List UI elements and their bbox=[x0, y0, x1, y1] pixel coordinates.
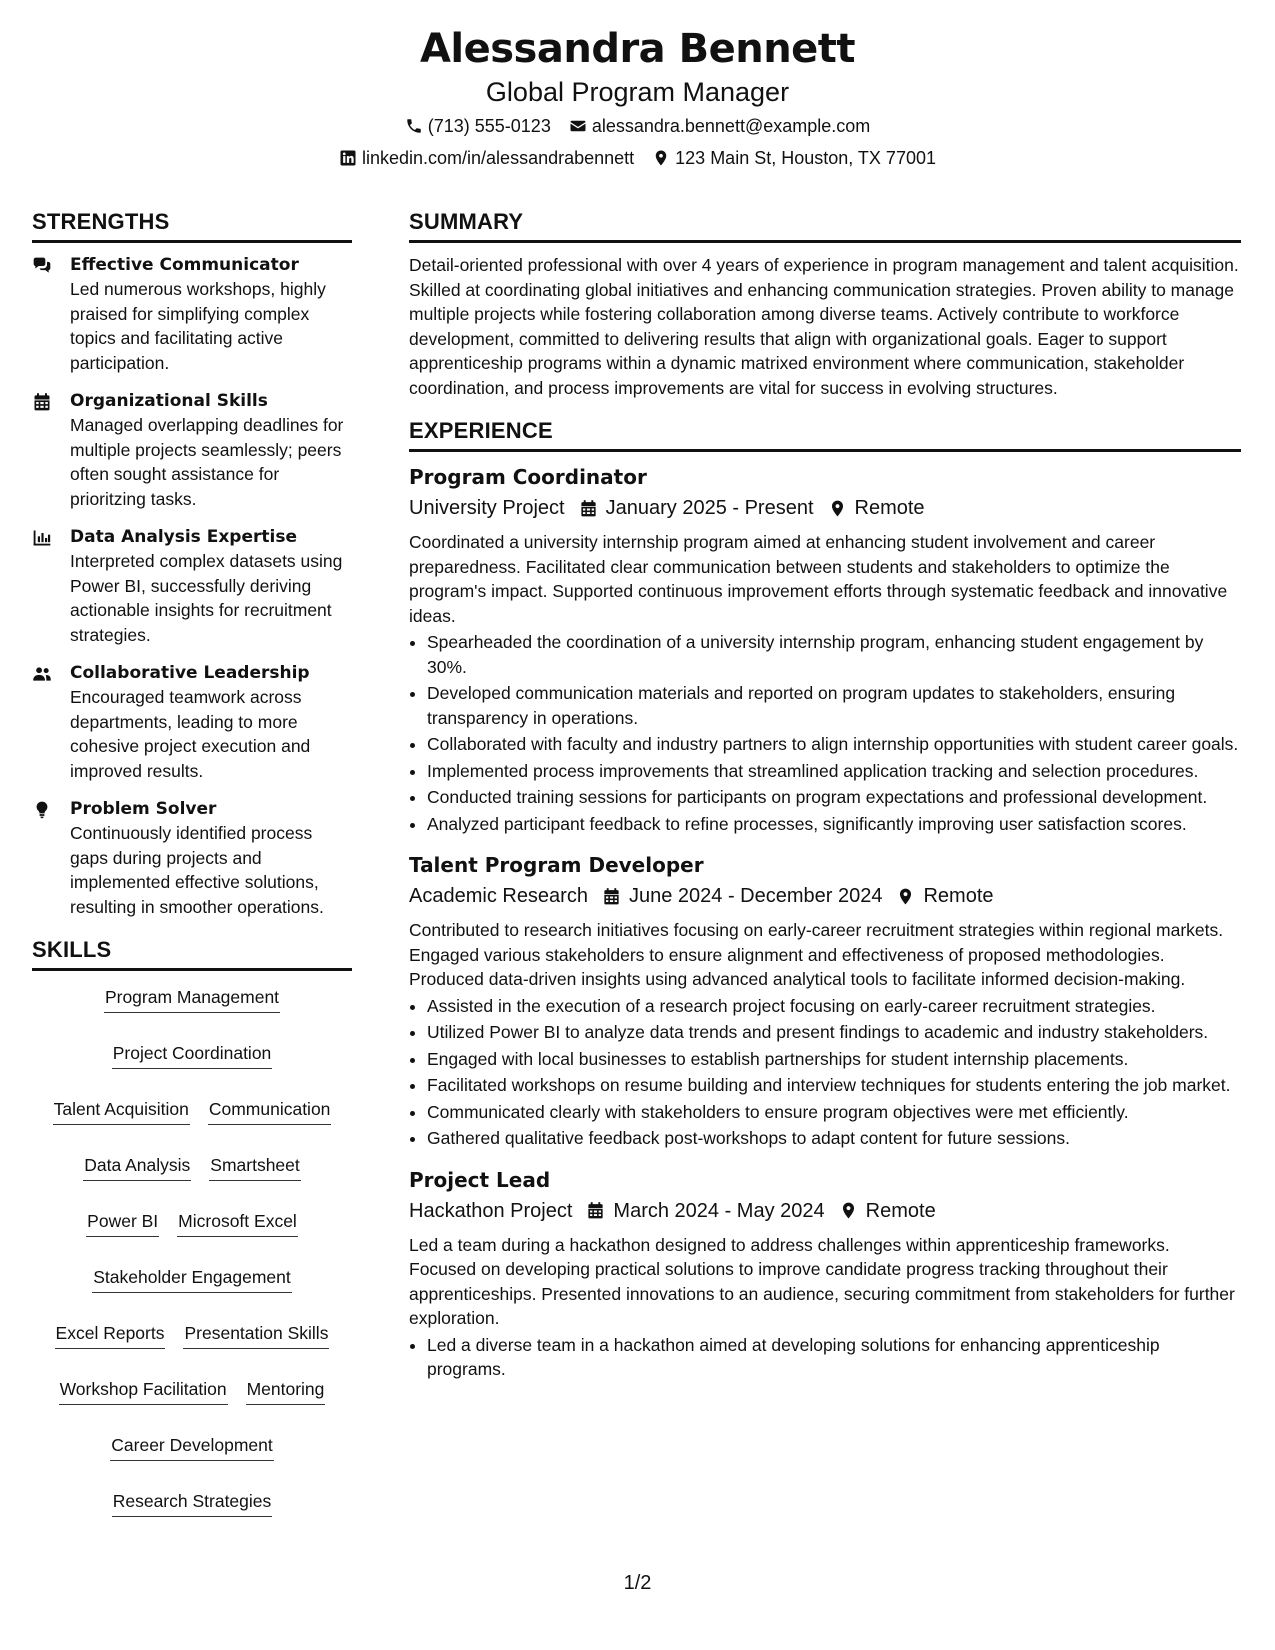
job-bullet: • Utilized Power BI to analyze data trends and present findings to academic and industry stakeholders. bbox=[427, 1020, 1241, 1045]
calendar-grid-icon bbox=[32, 389, 70, 511]
strength-title: Organizational Skills bbox=[70, 391, 268, 411]
job-meta bbox=[409, 880, 1241, 912]
map-pin-icon bbox=[839, 1201, 858, 1220]
right-column bbox=[409, 205, 1241, 1396]
candidate-role: Global Program Manager bbox=[485, 77, 790, 107]
email-text: alessandra.bennett@example.com bbox=[591, 116, 871, 136]
skill-tag: Presentation Skills bbox=[183, 1321, 329, 1349]
skill-tag: Workshop Facilitation bbox=[59, 1377, 228, 1405]
strength-description: Continuously identified process gaps during projects and implemented effective solutions, resulting in smoother operations. bbox=[70, 823, 324, 917]
skill-tag: Program Management bbox=[104, 985, 280, 1013]
job-bullet: • Engaged with local businesses to establish partnerships for student internship placements. bbox=[427, 1047, 1241, 1072]
skill-tag: Stakeholder Engagement bbox=[92, 1265, 292, 1293]
linkedin-text: linkedin.com/in/alessandrabennett bbox=[361, 148, 635, 168]
strength-item bbox=[32, 797, 352, 919]
skills-heading: SKILLS bbox=[32, 933, 352, 971]
job-dates: June 2024 - December 2024 bbox=[628, 885, 883, 907]
skill-tag: Communication bbox=[208, 1097, 332, 1125]
experience-heading: EXPERIENCE bbox=[409, 414, 1241, 452]
strength-title: Problem Solver bbox=[70, 799, 217, 819]
strength-item bbox=[32, 525, 352, 647]
job-bullet: • Analyzed participant feedback to refine processes, significantly improving user satisfaction scores. bbox=[427, 812, 1241, 837]
skills-list bbox=[32, 981, 352, 1517]
job-location: Remote bbox=[854, 497, 925, 519]
candidate-name: Alessandra Bennett bbox=[419, 26, 856, 72]
job-meta bbox=[409, 1195, 1241, 1227]
strength-title: Collaborative Leadership bbox=[70, 663, 310, 683]
job-title: Program Coordinator bbox=[409, 465, 647, 489]
strength-title: Data Analysis Expertise bbox=[70, 527, 297, 547]
skill-tag: Microsoft Excel bbox=[177, 1209, 298, 1237]
bar-chart-icon bbox=[32, 525, 70, 647]
summary-heading: SUMMARY bbox=[409, 205, 1241, 243]
skill-tag: Project Coordination bbox=[112, 1041, 273, 1069]
strength-item bbox=[32, 253, 352, 375]
skill-tag: Power BI bbox=[86, 1209, 159, 1237]
contact-line-2 bbox=[0, 142, 1275, 174]
job-bullet: • Conducted training sessions for participants on program expectations and professional development. bbox=[427, 785, 1241, 810]
strengths-heading: STRENGTHS bbox=[32, 205, 352, 243]
address-contact bbox=[652, 142, 936, 174]
job-description: Led a team during a hackathon designed to address challenges within apprenticeship frameworks. Focused on developing practical solutions to improve candidate progress tracking throughout their apprenticeships. Presented innovations to an audience, securing commitment from stakeholders for further exploration. bbox=[409, 1234, 1235, 1328]
job-title: Talent Program Developer bbox=[409, 853, 704, 877]
calendar-icon bbox=[579, 499, 598, 518]
envelope-icon bbox=[569, 117, 587, 135]
experience-entry bbox=[409, 1165, 1241, 1382]
job-description: Coordinated a university internship program aimed at enhancing student involvement and career preparedness. Facilitated clear communication between students and stakeholders to optimize the program's impact. Supported continuous improvement efforts through systematic feedback and innovative ideas. bbox=[409, 532, 1228, 626]
email-contact[interactable] bbox=[569, 110, 870, 142]
strength-description: Led numerous workshops, highly praised for simplifying complex topics and facilitating active participation. bbox=[70, 279, 326, 373]
skill-tag: Mentoring bbox=[246, 1377, 326, 1405]
job-organization: Hackathon Project bbox=[409, 1199, 573, 1222]
job-bullet: • Facilitated workshops on resume building and interview techniques for students entering the job market. bbox=[427, 1073, 1241, 1098]
job-bullets bbox=[409, 994, 1241, 1151]
calendar-icon bbox=[602, 887, 621, 906]
left-column bbox=[32, 205, 352, 1517]
skill-tag: Talent Acquisition bbox=[53, 1097, 190, 1125]
address-text: 123 Main St, Houston, TX 77001 bbox=[675, 148, 936, 168]
map-pin-icon bbox=[652, 149, 670, 167]
map-pin-icon bbox=[828, 499, 847, 518]
summary-text: Detail-oriented professional with over 4 years of experience in program management and talent acquisition. Skilled at coordinating global initiatives and enhancing communication strategies. Proven ability to manage multiple projects while fostering collaboration among diverse teams. Actively contribute to workforce development, committed to delivering results that align with organizational goals. Eager to support apprenticeship programs within a dynamic matrixed environment where communication, stakeholder coordination, and process improvements are vital for success in evolving structures. bbox=[409, 255, 1239, 398]
job-bullet: • Communicated clearly with stakeholders to ensure program objectives were met efficiently. bbox=[427, 1100, 1241, 1125]
lightbulb-icon bbox=[32, 797, 70, 919]
phone-text: (713) 555-0123 bbox=[427, 116, 551, 136]
job-description: Contributed to research initiatives focusing on early-career recruitment strategies within regional markets. Engaged various stakeholders to ensure alignment and effectiveness of proposed methodologies. Produced data-driven insights using advanced analytical tools to facilitate informed decision-making. bbox=[409, 920, 1224, 989]
job-dates: March 2024 - May 2024 bbox=[613, 1199, 825, 1222]
resume-header bbox=[0, 22, 1275, 174]
job-bullet: • Developed communication materials and reported on program updates to stakeholders, ensuring transparency in operations. bbox=[427, 681, 1241, 730]
strength-description: Managed overlapping deadlines for multiple projects seamlessly; peers often sought assistance for prioritzing tasks. bbox=[70, 415, 344, 509]
job-organization: Academic Research bbox=[409, 885, 588, 907]
job-location: Remote bbox=[865, 1199, 936, 1222]
map-pin-icon bbox=[896, 887, 915, 906]
linkedin-icon bbox=[339, 149, 357, 167]
experience-entry bbox=[409, 462, 1241, 836]
job-location: Remote bbox=[923, 885, 994, 907]
phone-icon bbox=[405, 117, 423, 135]
contact-line-1 bbox=[0, 110, 1275, 142]
linkedin-contact[interactable] bbox=[339, 142, 634, 174]
phone-contact[interactable] bbox=[405, 110, 551, 142]
experience-entry bbox=[409, 850, 1241, 1151]
strength-item bbox=[32, 661, 352, 783]
job-title: Project Lead bbox=[409, 1167, 551, 1192]
job-bullets bbox=[409, 1333, 1241, 1382]
job-bullet: • Implemented process improvements that streamlined application tracking and selection procedures. bbox=[427, 759, 1241, 784]
page-number: 1/2 bbox=[623, 1572, 652, 1594]
skill-tag: Career Development bbox=[110, 1433, 273, 1461]
job-meta bbox=[409, 492, 1241, 524]
job-bullet: • Assisted in the execution of a research project focusing on early-career recruitment strategies. bbox=[427, 994, 1241, 1019]
strength-item bbox=[32, 389, 352, 511]
job-bullet: • Led a diverse team in a hackathon aimed at developing solutions for enhancing apprenticeship programs. bbox=[427, 1333, 1241, 1382]
skill-tag: Data Analysis bbox=[83, 1153, 191, 1181]
job-bullet: • Spearheaded the coordination of a university internship program, enhancing student engagement by 30%. bbox=[427, 630, 1241, 679]
strength-title: Effective Communicator bbox=[70, 255, 299, 275]
job-bullet: • Gathered qualitative feedback post-workshops to adapt content for future sessions. bbox=[427, 1126, 1241, 1151]
job-organization: University Project bbox=[409, 497, 565, 519]
job-bullets bbox=[409, 630, 1241, 836]
calendar-icon bbox=[586, 1201, 605, 1220]
chat-bubbles-icon bbox=[32, 253, 70, 375]
skill-tag: Smartsheet bbox=[209, 1153, 300, 1181]
strength-description: Interpreted complex datasets using Power BI, successfully deriving actionable insights for recruitment strategies. bbox=[70, 551, 343, 645]
job-bullet: • Collaborated with faculty and industry partners to align internship opportunities with student career goals. bbox=[427, 732, 1241, 757]
users-icon bbox=[32, 661, 70, 783]
skill-tag: Excel Reports bbox=[55, 1321, 166, 1349]
strength-description: Encouraged teamwork across departments, leading to more cohesive project execution and improved results. bbox=[70, 687, 311, 781]
job-dates: January 2025 - Present bbox=[605, 497, 814, 519]
skill-tag: Research Strategies bbox=[112, 1489, 273, 1517]
